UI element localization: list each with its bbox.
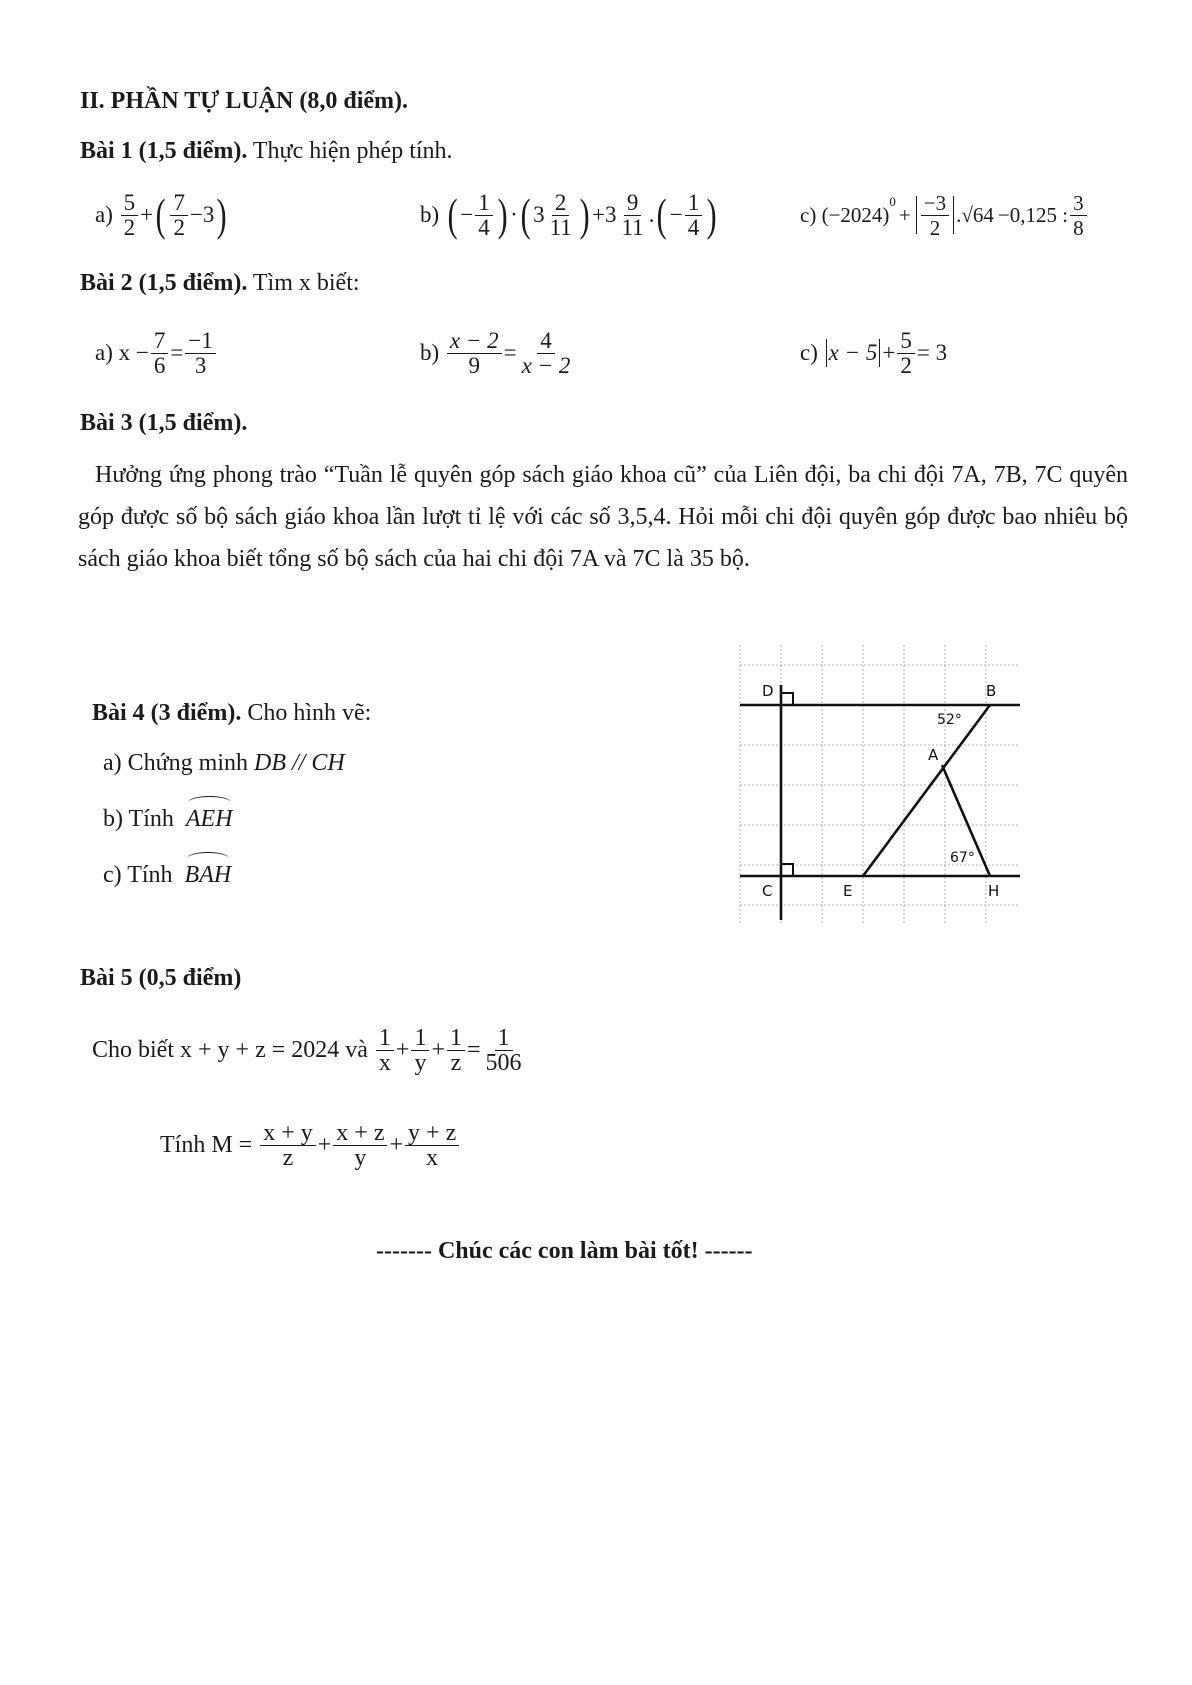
parallel-statement: DB // CH — [254, 750, 345, 776]
denominator: 3 — [194, 352, 207, 378]
numerator: 1 — [376, 1026, 394, 1051]
operator: . — [648, 202, 655, 227]
numerator: x + y — [260, 1121, 316, 1146]
bai1-heading — [80, 136, 453, 166]
part-label: b) — [420, 340, 440, 365]
bai4-heading — [92, 698, 371, 728]
bai2-part-c — [800, 318, 947, 388]
part-text: a) Chứng minh — [103, 750, 254, 776]
operator: +3 — [592, 202, 617, 227]
operator: − — [669, 202, 683, 227]
numerator: 4 — [537, 329, 555, 354]
bai4-title: Bài 4 (3 điểm). — [92, 700, 242, 726]
denominator: x − 2 — [521, 352, 571, 378]
numerator: y + z — [405, 1121, 459, 1146]
operator: + — [882, 340, 896, 365]
part-text: b) Tính — [103, 806, 180, 832]
operator: = 3 — [916, 340, 948, 365]
sqrt-term: .√64 — [956, 202, 994, 227]
operator: + — [898, 202, 911, 227]
right-angle-marks — [781, 693, 793, 876]
numerator: 7 — [170, 191, 188, 216]
part-text: c) Tính — [103, 862, 179, 888]
whole-part: 3 — [533, 202, 545, 227]
numerator: 1 — [495, 1026, 513, 1051]
denominator: 11 — [621, 214, 644, 240]
denominator: 2 — [123, 214, 136, 240]
angle-h-label: 67° — [950, 850, 975, 866]
part-label: b) — [420, 202, 440, 227]
denominator: z — [450, 1049, 462, 1076]
numerator: 1 — [411, 1026, 429, 1051]
given-text: Cho biết x + y + z = 2024 và — [92, 1036, 368, 1063]
exponent: 0 — [889, 194, 896, 209]
geometry-figure — [720, 640, 1020, 930]
denominator: x — [426, 1144, 439, 1171]
label-b: B — [986, 682, 997, 700]
numerator: 1 — [685, 191, 703, 216]
operator: −0,125 : — [997, 202, 1069, 227]
denominator: x — [378, 1049, 391, 1076]
denominator: 4 — [687, 214, 700, 240]
bai2-heading — [80, 268, 360, 298]
denominator: y — [354, 1144, 367, 1171]
angle-b-label: 52° — [937, 712, 962, 728]
numerator: 5 — [121, 191, 139, 216]
bai1-instruction: Thực hiện phép tính. — [247, 138, 453, 164]
denominator: 8 — [1073, 215, 1084, 240]
denominator: 9 — [468, 352, 481, 378]
part-label: c) — [800, 340, 818, 365]
numerator: 3 — [1070, 191, 1087, 216]
part-label: c) — [800, 202, 817, 227]
denominator: y — [414, 1049, 427, 1076]
bai1-part-b: b) ( − $\frac{1}{4}$ ) · ( 3 $\frac{2}{11}$ ) +3 $\frac{9}{11}$ . ( − $\frac{1}{4}$ ) — [420, 189, 717, 240]
label-e: E — [843, 882, 853, 900]
denominator: z — [282, 1144, 294, 1171]
angle-aeh: AEH — [185, 806, 233, 832]
denominator: 2 — [900, 352, 912, 378]
bai5-title: Bài 5 (0,5 điểm) — [80, 965, 242, 991]
operator: − — [460, 202, 474, 227]
bai1-part-a: a) $\frac{5}{2}$ + ( $\frac{7}{2}$ −3 ) — [95, 189, 228, 240]
numerator: −1 — [185, 329, 215, 354]
label-a: A — [928, 746, 939, 764]
numerator: x + z — [333, 1121, 387, 1146]
bai2-part-b — [420, 318, 575, 388]
bai4-part-c — [103, 860, 231, 890]
label-c: C — [762, 882, 773, 900]
bai2-part-a — [95, 318, 218, 388]
operator: = — [503, 340, 517, 365]
operator: + — [140, 202, 154, 227]
numerator: −3 — [921, 191, 949, 216]
denominator: 11 — [549, 214, 572, 240]
bai1-title: Bài 1 (1,5 điểm). — [80, 138, 248, 164]
numerator: 1 — [447, 1026, 465, 1051]
denominator: 506 — [485, 1049, 522, 1076]
denominator: 4 — [478, 214, 490, 240]
bai2-instruction: Tìm x biết: — [247, 270, 360, 296]
part-label: a) — [95, 202, 113, 227]
bai4-part-a — [103, 748, 345, 778]
operator: = — [170, 340, 184, 365]
part-label: a) — [95, 340, 113, 365]
bai5-given: Cho biết x + y + z = 2024 và $\frac{1}{x}$ + $\frac{1}{y}$ + $\frac{1}{z}$ = $\frac{1}{506}$ — [92, 1010, 527, 1090]
bai1-part-c — [800, 180, 1089, 250]
numerator: 7 — [151, 329, 169, 354]
numerator: 2 — [552, 191, 570, 216]
operator: −3 — [189, 202, 215, 227]
bai3-text: Hưởng ứng phong trào “Tuần lễ quyên góp sách giáo khoa cũ” của Liên đội, ba chi đội 7A, 7B, 7C quyên góp được số bộ sách giáo khoa lần lượt tỉ lệ với các số 3,5,4. Hỏi mỗi chi đội quyên góp được bao nhiêu bộ sách giáo khoa biết tổng số bộ sách của hai chi đội 7A và 7C là 35 bộ. — [78, 462, 1128, 572]
base: (−2024) — [821, 202, 890, 227]
section-title: II. PHẦN TỰ LUẬN (8,0 điểm). — [80, 88, 408, 114]
numerator: 5 — [897, 329, 915, 354]
denominator: 6 — [153, 352, 166, 378]
absolute-expression: x − 5 — [828, 340, 878, 365]
denominator: 2 — [929, 215, 941, 240]
numerator: 9 — [624, 191, 642, 216]
numerator: 1 — [475, 191, 493, 216]
angle-bah: BAH — [184, 862, 232, 888]
bai3-title: Bài 3 (1,5 điểm). — [80, 410, 248, 436]
variable: x − — [118, 340, 149, 365]
bai4-instruction: Cho hình vẽ: — [241, 700, 372, 726]
label-h: H — [988, 882, 1000, 900]
bai2-title: Bài 2 (1,5 điểm). — [80, 270, 248, 296]
label-d: D — [762, 682, 774, 700]
numerator: x − 2 — [447, 329, 502, 354]
footer-message: ------- Chúc các con làm bài tốt! ------ — [376, 1238, 753, 1264]
calc-text: Tính M = — [160, 1131, 253, 1158]
bai5-calc: Tính M = $\frac{x + y}{z}$ + $\frac{x + z}{y}$ + $\frac{y + z}{x}$ — [160, 1105, 461, 1185]
denominator: 2 — [173, 214, 185, 240]
operator: · — [510, 202, 518, 227]
bai4-part-b — [103, 804, 233, 834]
